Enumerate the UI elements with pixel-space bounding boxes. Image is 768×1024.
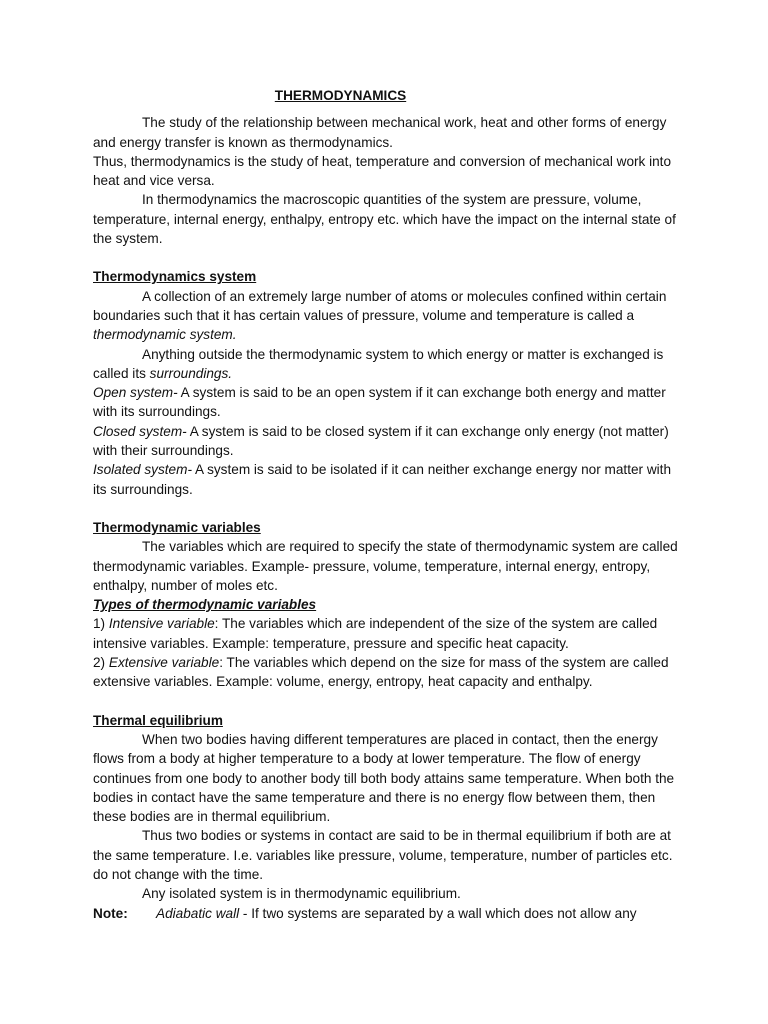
equilibrium-paragraph-3: Any isolated system is in thermodynamic equilibrium.: [142, 886, 461, 902]
closed-system-definition: Closed system- A system is said to be closed system if it can exchange only energy (not matter) with their surroundings.: [93, 423, 669, 459]
extensive-variable-item: 2) Extensive variable: The variables which depend on the size for mass of the system are called extensive variables. Example: volume, energy, entropy, heat capacity and enthalpy.: [93, 655, 669, 690]
isolated-system-definition: Isolated system- A system is said to be isolated if it can neither exchange energy nor matter with its surroundings.: [93, 462, 672, 497]
heading-thermodynamics-system: Thermodynamics system: [93, 269, 257, 285]
variables-paragraph: The variables which are required to specify the state of thermodynamic system are called thermodynamic variables. Example- pressure, volume, temperature, internal energy, entropy, enthalpy, number of moles etc.: [93, 539, 678, 593]
equilibrium-paragraph-2: Thus two bodies or systems in contact are said to be in thermal equilibrium if both are at the same temperature. I.e. variables like pressure, volume, temperature, number of particles etc. do not change with the time.: [93, 828, 673, 882]
heading-thermal-equilibrium: Thermal equilibrium: [93, 712, 223, 728]
heading-thermodynamic-variables: Thermodynamic variables: [93, 519, 261, 535]
note-label: Note:: [93, 905, 128, 921]
note-line: Note: Adiabatic wall - If two systems are separated by a wall which does not allow any: [93, 904, 678, 923]
intro-paragraph-2: Thus, thermodynamics is the study of heat, temperature and conversion of mechanical work into heat and vice versa.: [93, 153, 672, 189]
equilibrium-paragraph-1: When two bodies having different temperatures are placed in contact, then the energy flows from a body at higher temperature to a body at lower temperature. The flow of energy continues from one body to another body till both body attains same temperature. When both the bodies in contact have the same temperature and there is no energy flow between them, then these bodies are in thermal equilibrium.: [93, 731, 675, 825]
note-term: Adiabatic wall: [156, 905, 240, 921]
intro-paragraph-1: The study of the relationship between mechanical work, heat and other forms of energy and energy transfer is known as thermodynamics.: [93, 115, 667, 150]
intensive-variable-item: 1) Intensive variable: The variables which are independent of the size of the system are called intensive variables. Example: temperature, pressure and specific heat capacity.: [93, 616, 658, 651]
heading-types-of-variables: Types of thermodynamic variables: [93, 597, 317, 613]
open-system-definition: Open system- A system is said to be an open system if it can exchange both energy and matter with its surroundings.: [93, 385, 666, 420]
system-paragraph-1: A collection of an extremely large number of atoms or molecules confined within certain boundaries such that it has certain values of pressure, volume and temperature is called a thermodynamic system.: [93, 288, 667, 343]
intro-paragraph-3: In thermodynamics the macroscopic quantities of the system are pressure, volume, temperature, internal energy, enthalpy, entropy etc. which have the impact on the internal state of the system.: [93, 192, 676, 247]
system-paragraph-2: Anything outside the thermodynamic system to which energy or matter is exchanged is called its surroundings.: [93, 346, 664, 381]
document-title: THERMODYNAMICS: [274, 88, 407, 103]
